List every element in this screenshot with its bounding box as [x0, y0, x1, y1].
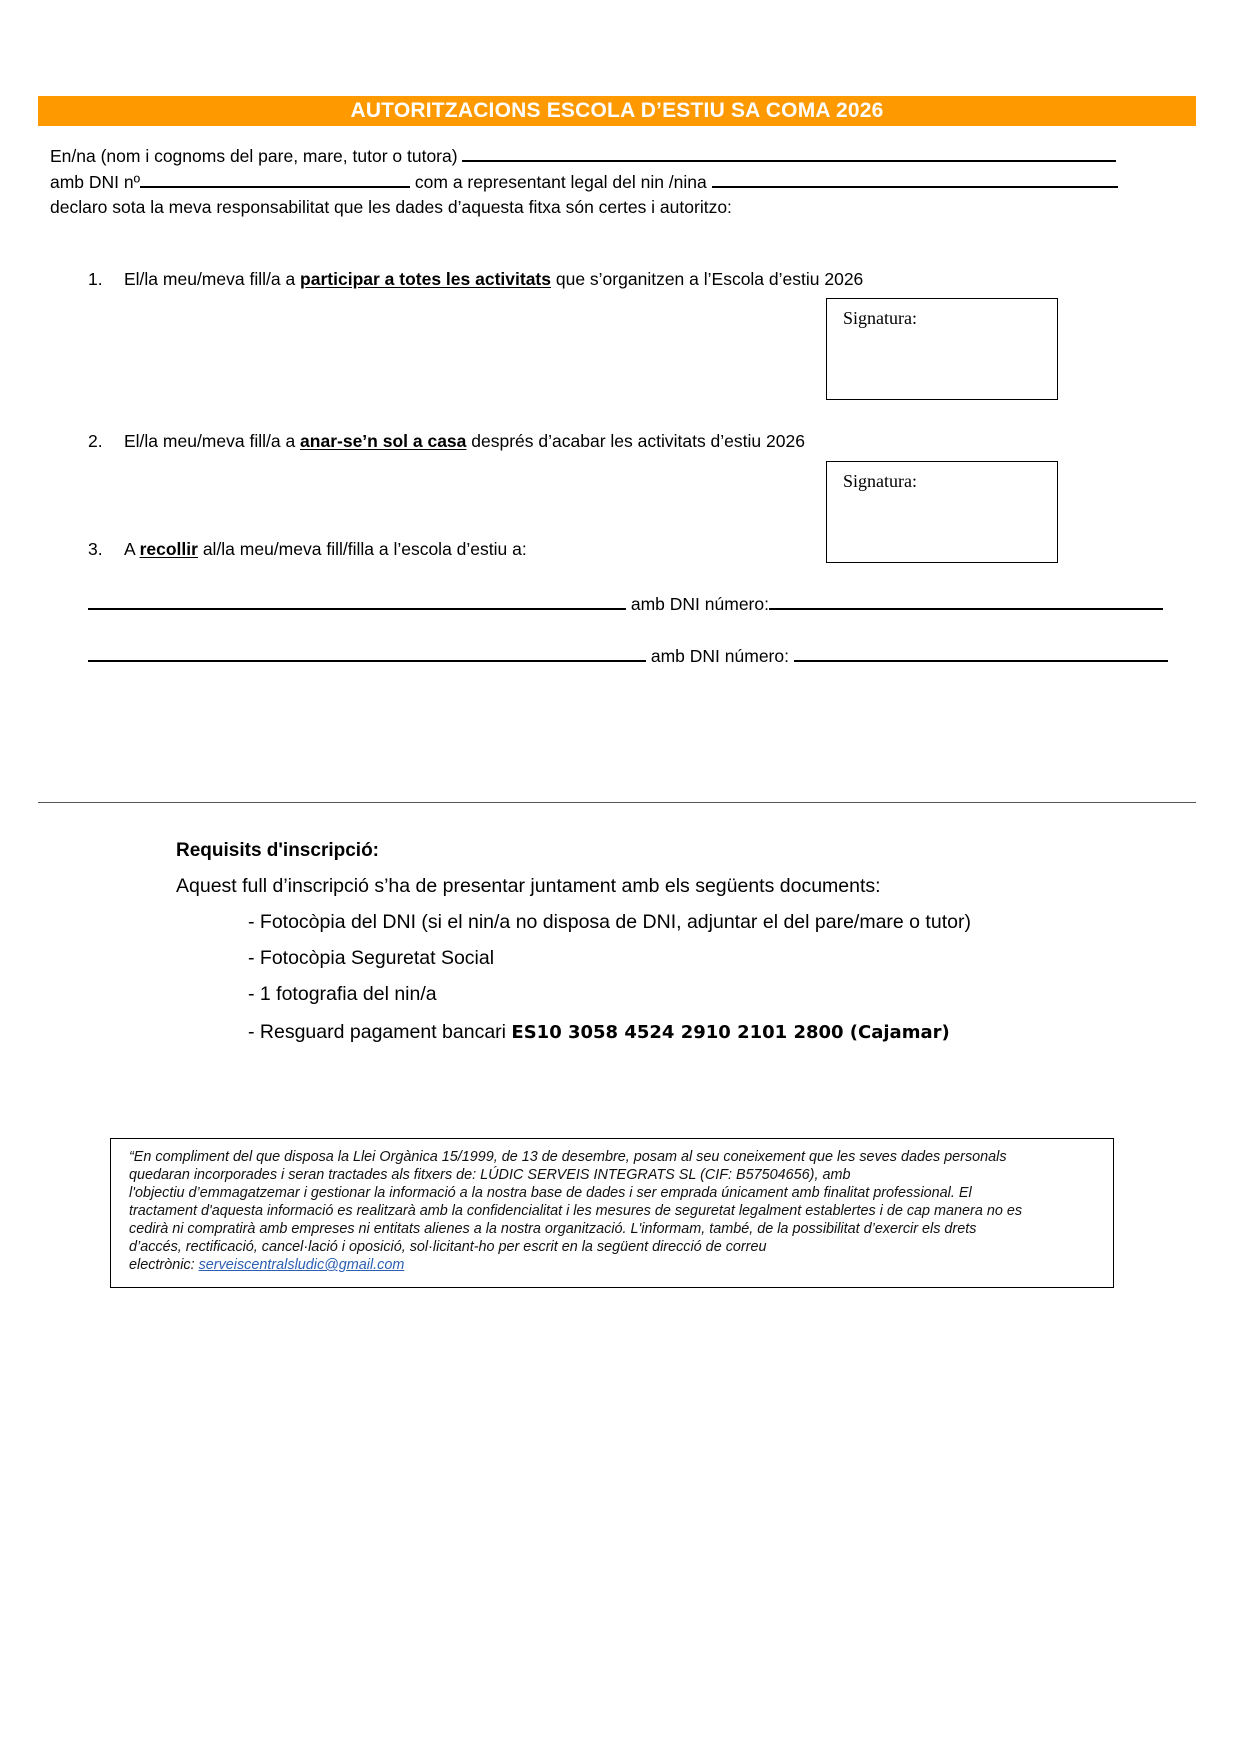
- legal-line: cedirà ni compratirà amb empreses ni entitats alienes a la nostra organització. L'informam, també, de la possibilitat d’exercir els drets: [129, 1221, 977, 1237]
- intro-line-3: declaro sota la meva responsabilitat que les dades d’aquesta fitxa són certes i autoritzo:: [50, 197, 732, 217]
- legal-rep-label: com a representant legal del nin /nina: [414, 172, 707, 192]
- requirement-item-bank: [248, 1021, 950, 1044]
- item-text: després d’acabar les activitats d’estiu 2026: [466, 431, 805, 451]
- child-name-field[interactable]: [712, 170, 1118, 188]
- bank-receipt-label: - Resguard pagament bancari: [248, 1021, 512, 1043]
- legal-line: d’accés, rectificació, cancel·lació i oposició, sol·licitant-ho per escrit en la següent direcció de correu: [129, 1239, 767, 1255]
- requirements-intro: Aquest full d’inscripció s’ha de presentar juntament amb els següents documents:: [176, 875, 881, 897]
- item-text: A: [124, 539, 140, 559]
- signature-box-1[interactable]: [826, 298, 1058, 400]
- page-title: AUTORITZACIONS ESCOLA D’ESTIU SA COMA 2026: [38, 96, 1196, 126]
- pickup-person-name-field[interactable]: [88, 644, 646, 662]
- legal-line: tractament d'aquesta informació es realitzarà amb la confidencialitat i les mesures de seguretat legalment establertes i de cap manera no es: [129, 1203, 1023, 1219]
- bank-account-number: ES10 3058 4524 2910 2101 2800 (Cajamar): [511, 1022, 950, 1043]
- item-text: que s’organitzen a l’Escola d’estiu 2026: [551, 269, 864, 289]
- item-emphasis: anar-se’n sol a casa: [300, 431, 467, 451]
- signature-label: Signatura:: [843, 308, 917, 328]
- item-text: El/la meu/meva fill/a a: [124, 431, 301, 451]
- requirements-title: Requisits d'inscripció:: [176, 840, 379, 861]
- email-link[interactable]: serveiscentralsludic@gmail.com: [198, 1257, 405, 1273]
- authorization-item-2: [88, 430, 805, 452]
- data-protection-notice: [110, 1138, 1114, 1288]
- pickup-row-2: [88, 644, 1168, 667]
- parent-dni-field[interactable]: [140, 170, 410, 188]
- section-divider: [38, 802, 1196, 803]
- signature-label: Signatura:: [843, 471, 917, 491]
- requirement-item: - Fotocòpia Seguretat Social: [248, 947, 495, 969]
- intro-line-2: [50, 170, 1118, 193]
- signature-box-2[interactable]: [826, 461, 1058, 563]
- legal-line-email: [129, 1256, 1095, 1274]
- item-number: 2.: [88, 431, 103, 451]
- pickup-person-name-field[interactable]: [88, 592, 626, 610]
- pickup-dni-field[interactable]: [769, 592, 1163, 610]
- pickup-dni-field[interactable]: [794, 644, 1168, 662]
- requirement-item: - 1 fotografia del nin/a: [248, 983, 437, 1005]
- legal-line: l'objectiu d’emmagatzemar i gestionar la informació a la nostra base de dades i ser emprada únicament amb finalitat professional. El: [129, 1185, 972, 1201]
- parent-name-field[interactable]: [462, 144, 1116, 162]
- pickup-dni-label: amb DNI número:: [630, 594, 769, 614]
- intro-line-1: [50, 144, 1116, 167]
- item-emphasis: participar a totes les activitats: [300, 269, 551, 289]
- legal-line: quedaran incorporades i seran tractades als fitxers de: LÚDIC SERVEIS INTEGRATS SL (CIF: B57504656), amb: [129, 1167, 851, 1183]
- dni-label: amb DNI nº: [50, 172, 141, 192]
- parent-name-label: En/na (nom i cognoms del pare, mare, tutor o tutora): [50, 146, 458, 166]
- pickup-row-1: [88, 592, 1163, 615]
- item-text: al/la meu/meva fill/filla a l’escola d’estiu a:: [197, 539, 527, 559]
- requirement-item: - Fotocòpia del DNI (si el nin/a no disposa de DNI, adjuntar el del pare/mare o tutor): [248, 911, 971, 933]
- item-text: El/la meu/meva fill/a a: [124, 269, 301, 289]
- item-emphasis: recollir: [139, 539, 198, 559]
- item-number: 3.: [88, 539, 103, 559]
- legal-line: electrònic:: [129, 1257, 199, 1273]
- authorization-item-3: [88, 538, 527, 560]
- authorization-item-1: [88, 268, 863, 290]
- legal-line: “En compliment del que disposa la Llei Orgànica 15/1999, de 13 de desembre, posam al seu coneixement que les seves dades personals: [129, 1149, 1007, 1165]
- pickup-dni-label: amb DNI número:: [650, 646, 789, 666]
- item-number: 1.: [88, 269, 103, 289]
